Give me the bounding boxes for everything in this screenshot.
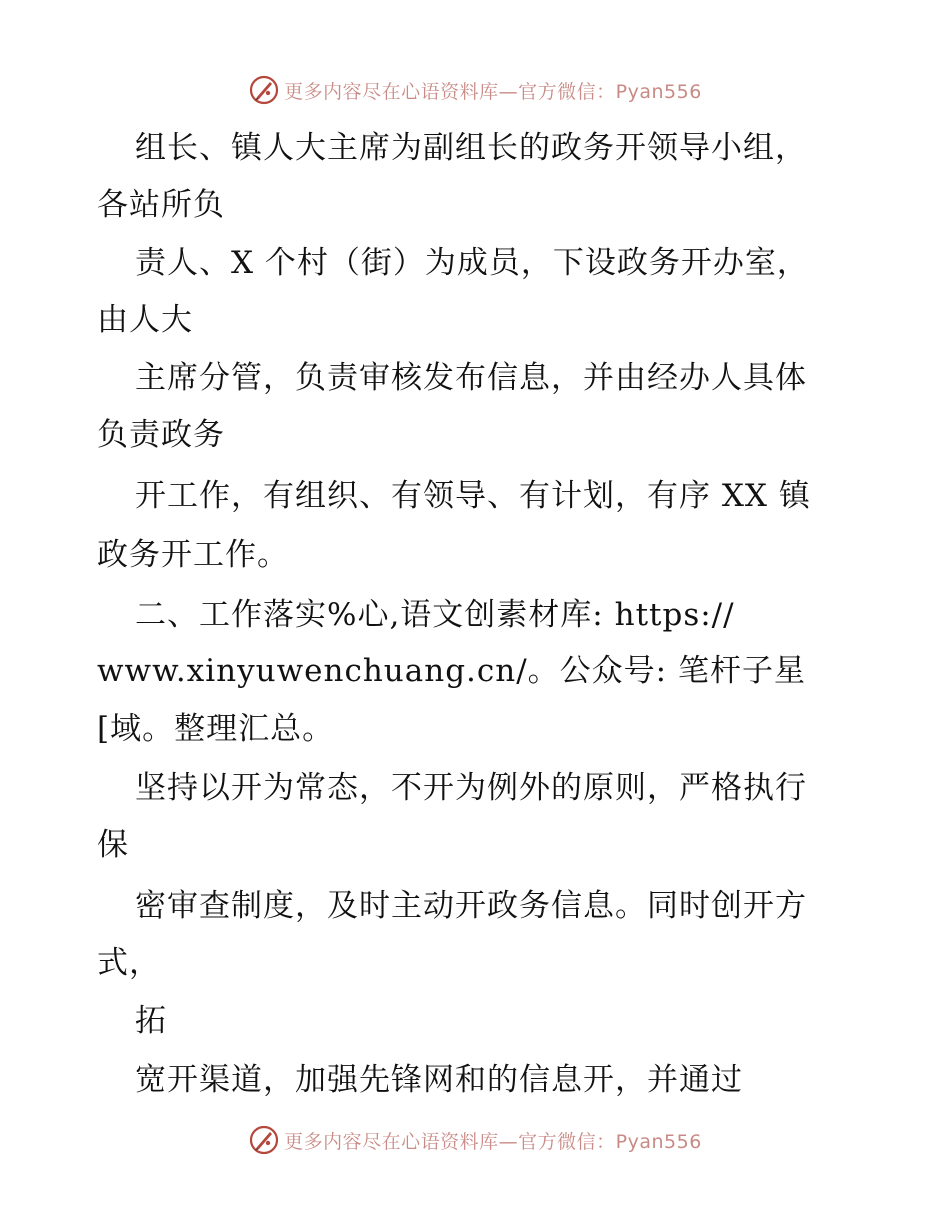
quill-pen-logo-icon [248, 1124, 280, 1156]
text-line: 政务开工作。 [97, 537, 289, 573]
text-line: 坚持以开为常态，不开为例外的原则，严格执行 [135, 770, 807, 806]
text-line: 负责政务 [97, 417, 225, 453]
text-line: 保 [97, 827, 129, 863]
text-line: [域。整理汇总。 [97, 711, 335, 747]
footer-banner [0, 1120, 950, 1160]
text-line: 由人大 [97, 302, 193, 338]
text-line: 拓 [135, 1003, 167, 1039]
header-banner-text: 更多内容尽在心语资料库—官方微信：Pyan556 [284, 80, 702, 103]
text-line: www.xinyuwenchuang.cn/。公众号: 笔杆子星 [97, 653, 806, 689]
text-line: 责人、X 个村（街）为成员，下设政务开办室， [135, 245, 809, 281]
text-line: 密审查制度，及时主动开政务信息。同时创开方 [135, 888, 807, 924]
text-line: 各站所负 [97, 187, 225, 223]
text-line: 主席分管，负责审核发布信息，并由经办人具体 [135, 360, 807, 396]
quill-pen-logo-icon [248, 74, 280, 106]
text-line: 式， [97, 945, 161, 981]
text-line: 开工作，有组织、有领导、有计划，有序 XX 镇 [135, 478, 811, 514]
text-line: 二、工作落实%心,语文创素材库: https:// [135, 597, 735, 633]
text-line: 组长、镇人大主席为副组长的政务开领导小组， [135, 130, 807, 166]
header-banner [0, 70, 950, 110]
text-line: 宽开渠道，加强先锋网和的信息开，并通过 [135, 1062, 743, 1098]
footer-banner-text: 更多内容尽在心语资料库—官方微信：Pyan556 [284, 1130, 702, 1153]
